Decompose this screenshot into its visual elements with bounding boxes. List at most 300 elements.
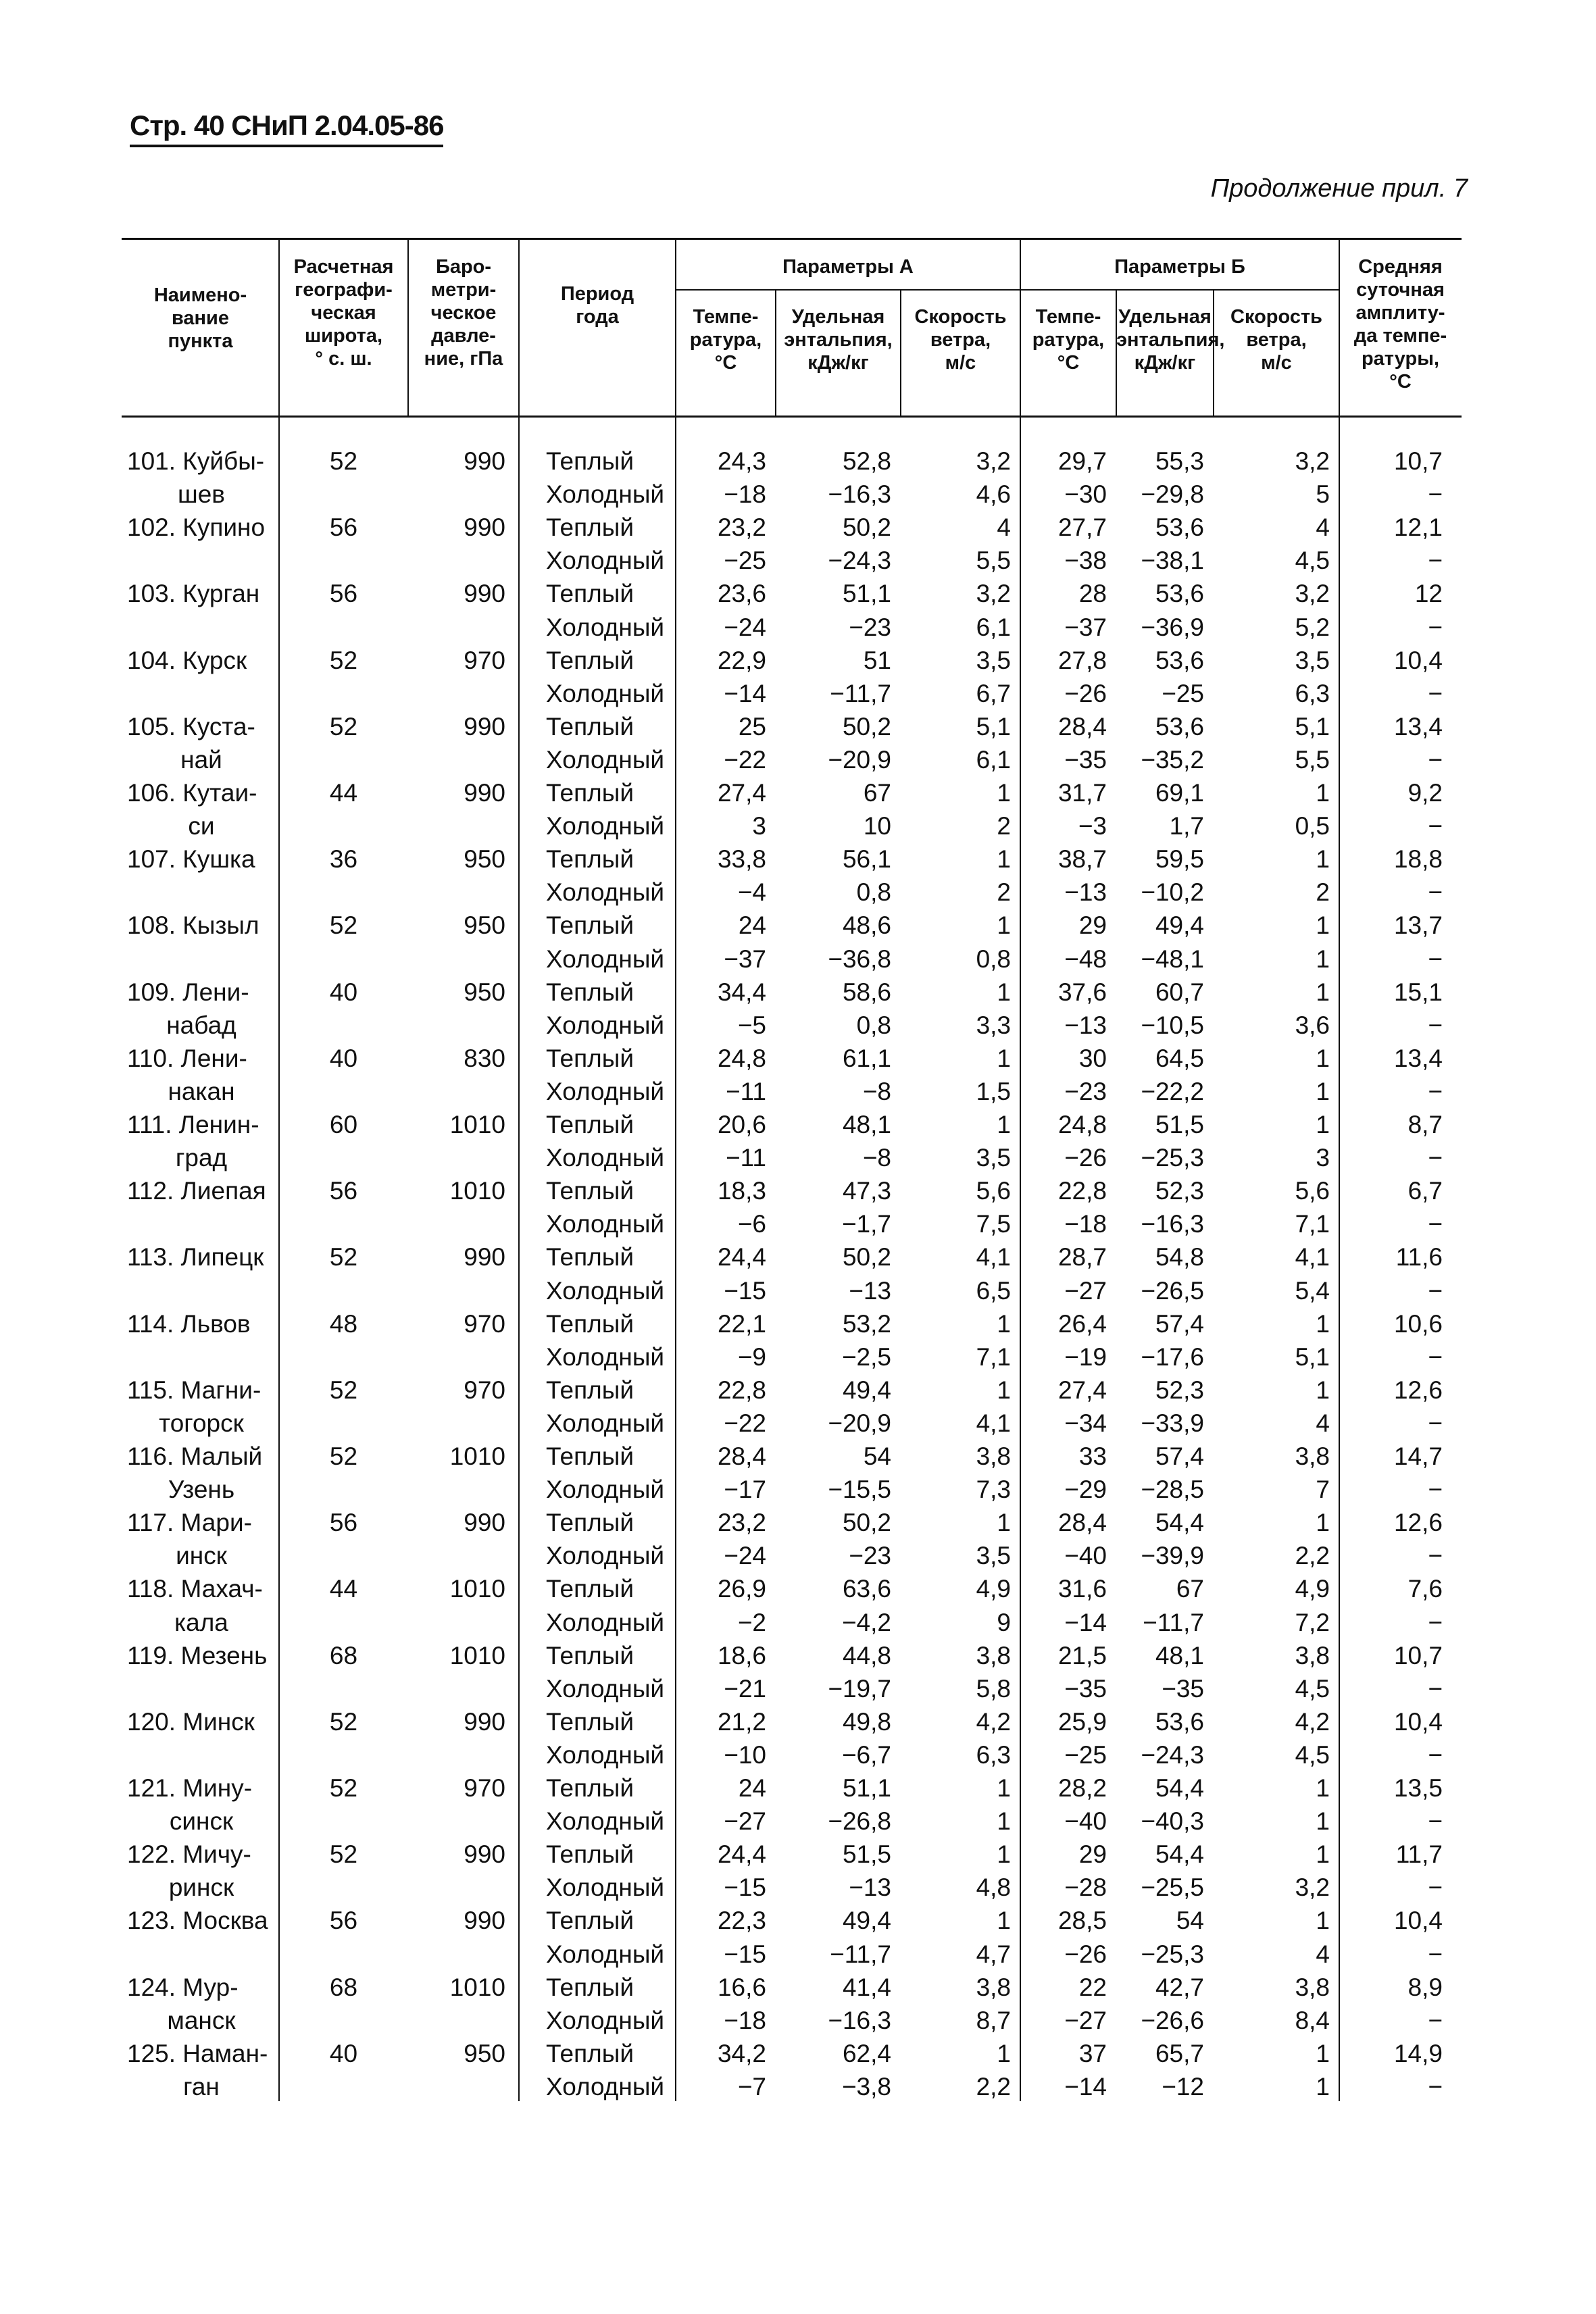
- period-label: Теплый: [546, 580, 634, 608]
- wind-b-value: 5: [1316, 480, 1330, 509]
- station-name-cont: най: [180, 745, 222, 774]
- temp-a-value: 23,6: [717, 580, 766, 608]
- temp-a-value: −15: [724, 1873, 766, 1902]
- amplitude-value: 14,7: [1393, 1442, 1443, 1470]
- wind-b-value: 2,2: [1295, 1542, 1330, 1570]
- temp-a-value: −10: [724, 1740, 766, 1769]
- enthalpy-b-value: 53,6: [1155, 712, 1204, 740]
- amplitude-value: −: [1428, 613, 1443, 641]
- station-name-cont: ринск: [168, 1873, 234, 1902]
- enthalpy-b-value: −36,9: [1141, 613, 1204, 641]
- enthalpy-a-value: 67: [863, 779, 891, 807]
- amplitude-value: 13,4: [1393, 1044, 1443, 1072]
- wind-a-value: 6,1: [976, 613, 1011, 641]
- enthalpy-a-value: 41,4: [842, 1973, 891, 2001]
- wind-a-value: 8,7: [976, 2006, 1011, 2034]
- period-label: Теплый: [546, 978, 634, 1006]
- col-header-params-b: Параметры Б: [1114, 256, 1245, 278]
- wind-b-value: 1: [1316, 1077, 1330, 1105]
- pressure-value: 950: [464, 845, 505, 874]
- enthalpy-b-value: 64,5: [1155, 1044, 1204, 1072]
- station-name-cont: набад: [166, 1011, 236, 1039]
- temp-b-value: −25: [1064, 1740, 1107, 1769]
- temp-a-value: −21: [724, 1674, 766, 1703]
- station-name: 124. Мур-: [127, 1973, 239, 2001]
- temp-b-value: 31,7: [1057, 779, 1107, 807]
- temp-a-value: 24,4: [717, 1243, 766, 1272]
- temp-b-value: 22,8: [1057, 1177, 1107, 1205]
- temp-a-value: 25: [738, 712, 766, 740]
- period-label: Теплый: [546, 779, 634, 807]
- amplitude-value: −: [1428, 1608, 1443, 1636]
- col-header-enthalpy-a: Удельная энтальпия, кДж/кг: [784, 306, 893, 374]
- enthalpy-b-value: 54: [1176, 1907, 1204, 1935]
- temp-b-value: −48: [1064, 945, 1107, 973]
- temp-b-value: 28,5: [1057, 1907, 1107, 1935]
- amplitude-value: 10,7: [1393, 447, 1443, 475]
- enthalpy-a-value: 48,1: [842, 1111, 891, 1138]
- enthalpy-b-value: −25: [1162, 679, 1204, 707]
- enthalpy-a-value: −26,8: [828, 1807, 891, 1836]
- station-name: 103. Курган: [127, 580, 260, 608]
- wind-a-value: 4: [997, 513, 1011, 542]
- wind-a-value: 3,5: [976, 646, 1011, 674]
- station-name: 118. Махач-: [127, 1575, 263, 1603]
- temp-a-value: −22: [724, 1409, 766, 1437]
- wind-b-value: 8,4: [1295, 2006, 1330, 2034]
- enthalpy-a-value: −36,8: [828, 945, 891, 973]
- temp-b-value: 28,7: [1057, 1243, 1107, 1272]
- pressure-value: 990: [464, 513, 505, 542]
- amplitude-value: −: [1428, 2072, 1443, 2101]
- temp-b-value: −27: [1064, 1276, 1107, 1305]
- enthalpy-b-value: 51,5: [1155, 1111, 1204, 1138]
- amplitude-value: −: [1428, 878, 1443, 907]
- pressure-value: 1010: [449, 1575, 505, 1603]
- station-name: 114. Львов: [127, 1309, 251, 1338]
- temp-b-value: 26,4: [1057, 1309, 1107, 1338]
- latitude-value: 68: [329, 1973, 358, 2001]
- temp-a-value: 22,9: [717, 646, 766, 674]
- amplitude-value: 7,6: [1407, 1575, 1443, 1603]
- temp-a-value: 34,2: [717, 2039, 766, 2067]
- wind-b-value: 1: [1316, 845, 1330, 874]
- enthalpy-a-value: 54: [863, 1442, 891, 1470]
- wind-b-value: 1: [1316, 1807, 1330, 1836]
- latitude-value: 52: [329, 1707, 358, 1736]
- temp-a-value: 28,4: [717, 1442, 766, 1470]
- enthalpy-b-value: 69,1: [1155, 779, 1204, 807]
- temp-a-value: 18,6: [717, 1641, 766, 1669]
- enthalpy-a-value: 62,4: [842, 2039, 891, 2067]
- temp-a-value: 34,4: [717, 978, 766, 1006]
- period-label: Холодный: [546, 1873, 665, 1902]
- temp-a-value: −18: [724, 2006, 766, 2034]
- station-name: 113. Липецк: [127, 1243, 264, 1272]
- amplitude-value: 11,6: [1395, 1243, 1443, 1272]
- wind-a-value: 1: [997, 845, 1011, 874]
- wind-a-value: 1: [997, 1774, 1011, 1802]
- latitude-value: 44: [329, 1575, 358, 1603]
- enthalpy-b-value: −10,5: [1141, 1011, 1204, 1039]
- wind-b-value: 1: [1316, 1111, 1330, 1138]
- wind-a-value: 3,5: [976, 1542, 1011, 1570]
- wind-b-value: 3,5: [1295, 646, 1330, 674]
- station-name-cont: накан: [168, 1077, 235, 1105]
- wind-b-value: 3,2: [1295, 447, 1330, 475]
- temp-a-value: −22: [724, 745, 766, 774]
- latitude-value: 40: [329, 1044, 358, 1072]
- wind-b-value: 5,2: [1295, 613, 1330, 641]
- amplitude-value: −: [1428, 2006, 1443, 2034]
- station-name: 110. Лени-: [127, 1044, 247, 1072]
- wind-a-value: 1: [997, 1044, 1011, 1072]
- wind-a-value: 1: [997, 911, 1011, 940]
- period-label: Теплый: [546, 1243, 634, 1272]
- period-label: Холодный: [546, 480, 665, 509]
- temp-b-value: −35: [1064, 745, 1107, 774]
- wind-a-value: 4,1: [976, 1409, 1011, 1437]
- period-label: Холодный: [546, 1608, 665, 1636]
- enthalpy-a-value: 50,2: [842, 712, 891, 740]
- latitude-value: 52: [329, 1840, 358, 1869]
- station-name: 112. Лиепая: [127, 1177, 266, 1205]
- amplitude-value: 6,7: [1407, 1177, 1443, 1205]
- wind-a-value: 2: [997, 812, 1011, 840]
- period-label: Холодный: [546, 1144, 665, 1172]
- station-name: 116. Малый: [127, 1442, 263, 1470]
- table-top-rule: [122, 238, 1462, 240]
- wind-a-value: 5,1: [976, 712, 1011, 740]
- enthalpy-b-value: 65,7: [1155, 2039, 1204, 2067]
- station-name-cont: манск: [167, 2006, 236, 2034]
- temp-a-value: −11: [725, 1077, 766, 1105]
- temp-b-value: 25,9: [1057, 1707, 1107, 1736]
- station-name: 101. Куйбы-: [127, 447, 265, 475]
- amplitude-value: 15,1: [1393, 978, 1443, 1006]
- temp-b-value: −28: [1064, 1873, 1107, 1902]
- temp-b-value: 37: [1078, 2039, 1107, 2067]
- enthalpy-b-value: 59,5: [1155, 845, 1204, 874]
- station-name: 106. Кутаи-: [127, 779, 257, 807]
- enthalpy-b-value: −33,9: [1141, 1409, 1204, 1437]
- pressure-value: 970: [464, 1376, 505, 1404]
- pressure-value: 1010: [449, 1442, 505, 1470]
- wind-a-value: 2: [997, 878, 1011, 907]
- col-header-name: Наимено- вание пункта: [153, 284, 247, 352]
- temp-a-value: 16,6: [717, 1973, 766, 2001]
- col-header-pressure: Баро- метри- ческое давле- ние, гПа: [424, 256, 503, 370]
- wind-a-value: 5,5: [976, 547, 1011, 575]
- pressure-value: 1010: [449, 1111, 505, 1138]
- enthalpy-a-value: −2,5: [841, 1342, 891, 1371]
- temp-a-value: 21,2: [717, 1707, 766, 1736]
- period-label: Холодный: [546, 547, 665, 575]
- period-label: Теплый: [546, 2039, 634, 2067]
- amplitude-value: −: [1428, 1542, 1443, 1570]
- enthalpy-b-value: −38,1: [1141, 547, 1204, 575]
- temp-a-value: 23,2: [717, 513, 766, 542]
- pressure-value: 990: [464, 447, 505, 475]
- wind-b-value: 1: [1316, 945, 1330, 973]
- wind-b-value: 4: [1316, 513, 1330, 542]
- temp-b-value: 37,6: [1057, 978, 1107, 1006]
- enthalpy-b-value: 52,3: [1155, 1376, 1204, 1404]
- amplitude-value: −: [1428, 1342, 1443, 1371]
- temp-a-value: 3: [752, 812, 766, 840]
- col-header-enthalpy-b: Удельная энтальпия, кДж/кг: [1116, 306, 1225, 374]
- enthalpy-b-value: −40,3: [1141, 1807, 1204, 1836]
- period-label: Холодный: [546, 613, 665, 641]
- enthalpy-b-value: 53,6: [1155, 646, 1204, 674]
- enthalpy-a-value: 0,8: [856, 878, 891, 907]
- enthalpy-a-value: 0,8: [856, 1011, 891, 1039]
- temp-a-value: 27,4: [717, 779, 766, 807]
- enthalpy-b-value: −12: [1162, 2072, 1204, 2101]
- temp-a-value: 24,8: [717, 1044, 766, 1072]
- period-label: Теплый: [546, 1575, 634, 1603]
- station-name: 122. Мичу-: [127, 1840, 251, 1869]
- enthalpy-a-value: −4,2: [841, 1608, 891, 1636]
- wind-a-value: 3,2: [976, 447, 1011, 475]
- station-name: 121. Мину-: [127, 1774, 253, 1802]
- temp-b-value: 21,5: [1057, 1641, 1107, 1669]
- temp-b-value: −30: [1064, 480, 1107, 509]
- enthalpy-b-value: 54,4: [1155, 1509, 1204, 1537]
- station-name: 105. Куста-: [127, 712, 255, 740]
- temp-a-value: −15: [724, 1276, 766, 1305]
- temp-b-value: −14: [1064, 2072, 1107, 2101]
- latitude-value: 52: [329, 1442, 358, 1470]
- params-a-rule: [676, 289, 1020, 291]
- wind-a-value: 4,6: [976, 480, 1011, 509]
- wind-b-value: 5,1: [1295, 712, 1330, 740]
- period-label: Теплый: [546, 1442, 634, 1470]
- enthalpy-b-value: 52,3: [1155, 1177, 1204, 1205]
- pressure-value: 990: [464, 1509, 505, 1537]
- temp-b-value: −13: [1064, 878, 1107, 907]
- enthalpy-a-value: 50,2: [842, 1509, 891, 1537]
- temp-a-value: 22,1: [717, 1309, 766, 1338]
- amplitude-value: 8,9: [1407, 1973, 1443, 2001]
- wind-b-value: 4,9: [1295, 1575, 1330, 1603]
- wind-b-value: 7,2: [1295, 1608, 1330, 1636]
- station-name: 119. Мезень: [127, 1641, 268, 1669]
- enthalpy-a-value: −24,3: [828, 547, 891, 575]
- wind-a-value: 6,1: [976, 745, 1011, 774]
- temp-b-value: 28,2: [1057, 1774, 1107, 1802]
- enthalpy-b-value: −11,7: [1143, 1608, 1204, 1636]
- wind-a-value: 5,8: [976, 1674, 1011, 1703]
- temp-a-value: −37: [724, 945, 766, 973]
- wind-b-value: 1: [1316, 978, 1330, 1006]
- amplitude-value: 9,2: [1407, 779, 1443, 807]
- temp-b-value: 31,6: [1057, 1575, 1107, 1603]
- enthalpy-b-value: 67: [1176, 1575, 1204, 1603]
- enthalpy-a-value: 44,8: [842, 1641, 891, 1669]
- col-header-period: Период года: [560, 283, 634, 328]
- latitude-value: 36: [329, 845, 358, 874]
- temp-b-value: 38,7: [1057, 845, 1107, 874]
- amplitude-value: −: [1428, 1077, 1443, 1105]
- wind-a-value: 1,5: [976, 1077, 1011, 1105]
- period-label: Теплый: [546, 1111, 634, 1138]
- enthalpy-b-value: −25,3: [1141, 1144, 1204, 1172]
- station-name-cont: ган: [183, 2072, 220, 2101]
- pressure-value: 970: [464, 1774, 505, 1802]
- wind-a-value: 4,1: [976, 1243, 1011, 1272]
- wind-a-value: 1: [997, 1111, 1011, 1138]
- wind-a-value: 3,8: [976, 1973, 1011, 2001]
- station-name: 107. Кушка: [127, 845, 255, 874]
- wind-b-value: 1: [1316, 1907, 1330, 1935]
- amplitude-value: 18,8: [1393, 845, 1443, 874]
- temp-a-value: 23,2: [717, 1509, 766, 1537]
- latitude-value: 52: [329, 1376, 358, 1404]
- wind-b-value: 1: [1316, 1774, 1330, 1802]
- period-label: Холодный: [546, 2072, 665, 2101]
- period-label: Холодный: [546, 1940, 665, 1968]
- station-name-cont: шев: [178, 480, 225, 509]
- wind-a-value: 1: [997, 2039, 1011, 2067]
- temp-b-value: −3: [1078, 812, 1107, 840]
- enthalpy-a-value: −20,9: [828, 745, 891, 774]
- period-label: Теплый: [546, 1707, 634, 1736]
- temp-a-value: −4: [737, 878, 766, 907]
- enthalpy-a-value: 49,4: [842, 1376, 891, 1404]
- enthalpy-b-value: −25,3: [1141, 1940, 1204, 1968]
- enthalpy-a-value: −13: [849, 1276, 891, 1305]
- period-label: Холодный: [546, 812, 665, 840]
- enthalpy-b-value: 1,7: [1169, 812, 1204, 840]
- wind-a-value: 7,5: [976, 1210, 1011, 1238]
- temp-b-value: −14: [1064, 1608, 1107, 1636]
- continuation-label: Продолжение прил. 7: [1210, 174, 1468, 203]
- temp-a-value: 24,4: [717, 1840, 766, 1869]
- enthalpy-a-value: −8: [862, 1144, 891, 1172]
- wind-a-value: 1: [997, 1309, 1011, 1338]
- temp-a-value: 24,3: [717, 447, 766, 475]
- col-header-wind-a: Скорость ветра, м/с: [914, 306, 1007, 374]
- period-label: Теплый: [546, 1177, 634, 1205]
- temp-b-value: −23: [1064, 1077, 1107, 1105]
- latitude-value: 56: [329, 580, 358, 608]
- period-label: Теплый: [546, 513, 634, 542]
- wind-b-value: 4: [1316, 1409, 1330, 1437]
- latitude-value: 40: [329, 2039, 358, 2067]
- wind-b-value: 3,6: [1295, 1011, 1330, 1039]
- temp-a-value: −2: [737, 1608, 766, 1636]
- amplitude-value: 13,5: [1393, 1774, 1443, 1802]
- amplitude-value: 13,7: [1393, 911, 1443, 940]
- station-name: 104. Курск: [127, 646, 247, 674]
- wind-a-value: 2,2: [976, 2072, 1011, 2101]
- period-label: Теплый: [546, 1840, 634, 1869]
- period-label: Теплый: [546, 1509, 634, 1537]
- period-label: Теплый: [546, 1376, 634, 1404]
- station-name-cont: кала: [174, 1608, 228, 1636]
- enthalpy-a-value: −16,3: [828, 480, 891, 509]
- wind-a-value: 1: [997, 1840, 1011, 1869]
- period-label: Холодный: [546, 1542, 665, 1570]
- amplitude-value: −: [1428, 1276, 1443, 1305]
- temp-b-value: 28: [1078, 580, 1107, 608]
- latitude-value: 56: [329, 1907, 358, 1935]
- temp-b-value: 29: [1078, 1840, 1107, 1869]
- wind-b-value: 3,8: [1295, 1442, 1330, 1470]
- period-label: Теплый: [546, 845, 634, 874]
- wind-b-value: 4,5: [1295, 547, 1330, 575]
- temp-a-value: −25: [724, 547, 766, 575]
- wind-a-value: 4,8: [976, 1873, 1011, 1902]
- latitude-value: 52: [329, 646, 358, 674]
- latitude-value: 56: [329, 1177, 358, 1205]
- pressure-value: 1010: [449, 1641, 505, 1669]
- enthalpy-a-value: 51,1: [842, 580, 891, 608]
- enthalpy-a-value: −3,8: [841, 2072, 891, 2101]
- temp-a-value: −14: [724, 679, 766, 707]
- wind-b-value: 4,5: [1295, 1674, 1330, 1703]
- amplitude-value: −: [1428, 812, 1443, 840]
- wind-a-value: 3,3: [976, 1011, 1011, 1039]
- amplitude-value: −: [1428, 1740, 1443, 1769]
- wind-b-value: 4,2: [1295, 1707, 1330, 1736]
- amplitude-value: −: [1428, 1011, 1443, 1039]
- temp-b-value: −27: [1064, 2006, 1107, 2034]
- latitude-value: 40: [329, 978, 358, 1006]
- wind-a-value: 6,5: [976, 1276, 1011, 1305]
- station-name: 125. Наман-: [127, 2039, 268, 2067]
- wind-a-value: 1: [997, 1907, 1011, 1935]
- period-label: Холодный: [546, 1807, 665, 1836]
- period-label: Холодный: [546, 2006, 665, 2034]
- enthalpy-a-value: −23: [849, 613, 891, 641]
- enthalpy-b-value: −28,5: [1141, 1476, 1204, 1504]
- amplitude-value: 11,7: [1395, 1840, 1443, 1869]
- enthalpy-a-value: 49,4: [842, 1907, 891, 1935]
- period-label: Холодный: [546, 1674, 665, 1703]
- temp-b-value: −29: [1064, 1476, 1107, 1504]
- temp-a-value: −7: [737, 2072, 766, 2101]
- period-label: Теплый: [546, 712, 634, 740]
- col-header-temp-a: Темпе- ратура, °С: [689, 306, 762, 374]
- wind-a-value: 1: [997, 1376, 1011, 1404]
- temp-b-value: −40: [1064, 1807, 1107, 1836]
- enthalpy-b-value: −39,9: [1141, 1542, 1204, 1570]
- station-name-cont: град: [175, 1144, 228, 1172]
- enthalpy-a-value: 50,2: [842, 513, 891, 542]
- wind-b-value: 3,2: [1295, 580, 1330, 608]
- page-header: Стр. 40 СНиП 2.04.05-86: [130, 109, 443, 147]
- wind-a-value: 7,1: [976, 1342, 1011, 1371]
- wind-b-value: 5,6: [1295, 1177, 1330, 1205]
- wind-b-value: 1: [1316, 2072, 1330, 2101]
- header-bottom-rule: [122, 416, 1462, 418]
- enthalpy-b-value: −48,1: [1141, 945, 1204, 973]
- station-name: 102. Купино: [127, 513, 266, 542]
- station-name-cont: тогорск: [159, 1409, 244, 1437]
- period-label: Теплый: [546, 447, 634, 475]
- latitude-value: 60: [329, 1111, 358, 1138]
- enthalpy-a-value: 10: [863, 812, 891, 840]
- temp-a-value: −24: [724, 613, 766, 641]
- wind-b-value: 3: [1316, 1144, 1330, 1172]
- station-name: 111. Ленин-: [127, 1111, 259, 1138]
- wind-a-value: 3,8: [976, 1641, 1011, 1669]
- period-label: Холодный: [546, 1342, 665, 1371]
- wind-a-value: 1: [997, 978, 1011, 1006]
- enthalpy-b-value: 57,4: [1155, 1442, 1204, 1470]
